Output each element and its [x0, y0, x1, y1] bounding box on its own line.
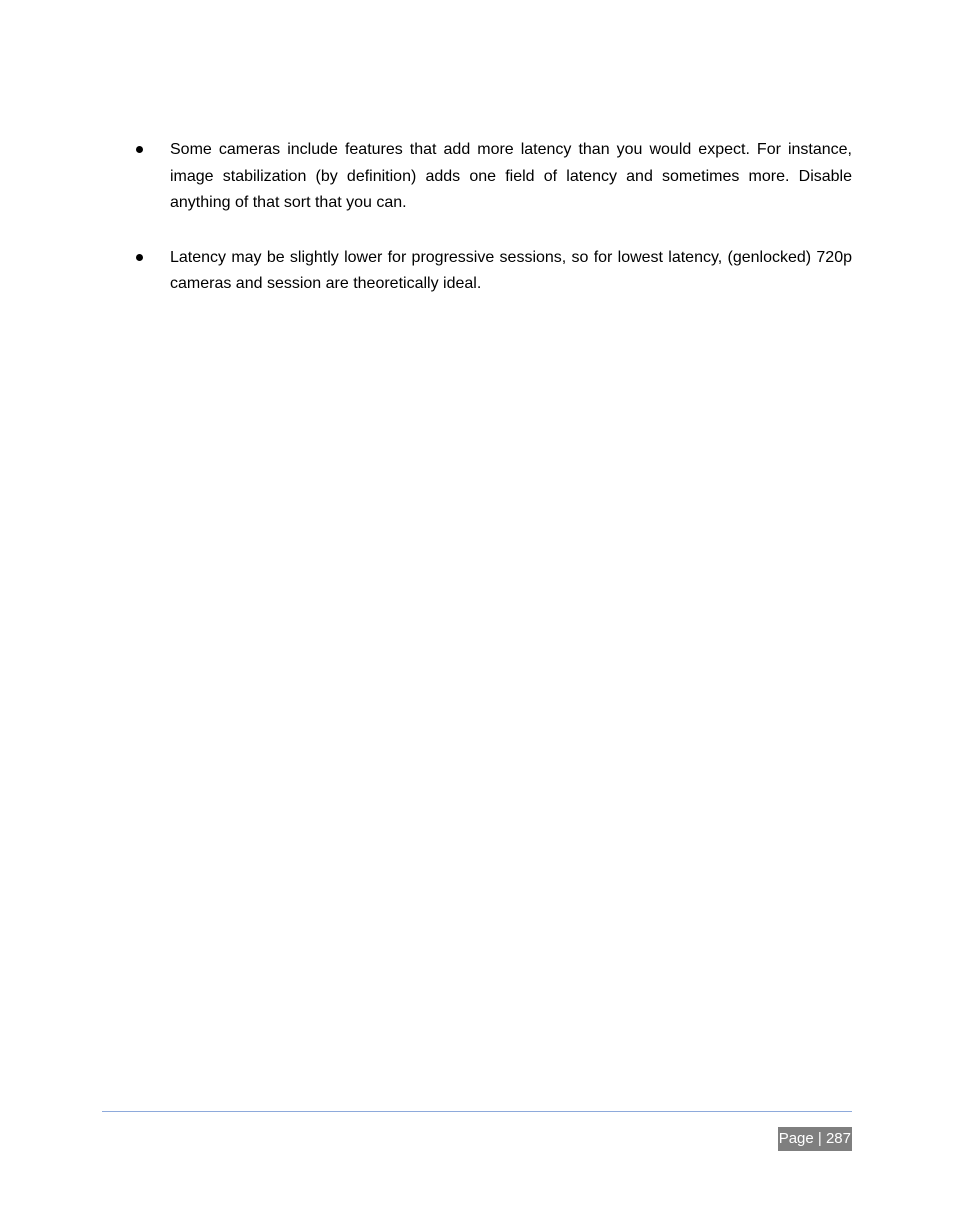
page-number-badge: Page | 287 — [778, 1127, 852, 1151]
bullet-icon — [136, 254, 143, 261]
bullet-list — [136, 137, 852, 326]
list-item — [136, 245, 852, 298]
list-item — [136, 137, 852, 217]
bullet-text: Some cameras include features that add more latency than you would expect. For instance, image stabilization (by definition) adds one field of latency and sometimes more. Disable anything of that sort that you can. — [170, 141, 852, 211]
bullet-text: Latency may be slightly lower for progressive sessions, so for lowest latency, (genlocked) 720p cameras and session are theoretically ideal. — [170, 248, 852, 292]
bullet-icon — [136, 146, 143, 153]
footer-divider — [102, 1111, 852, 1112]
